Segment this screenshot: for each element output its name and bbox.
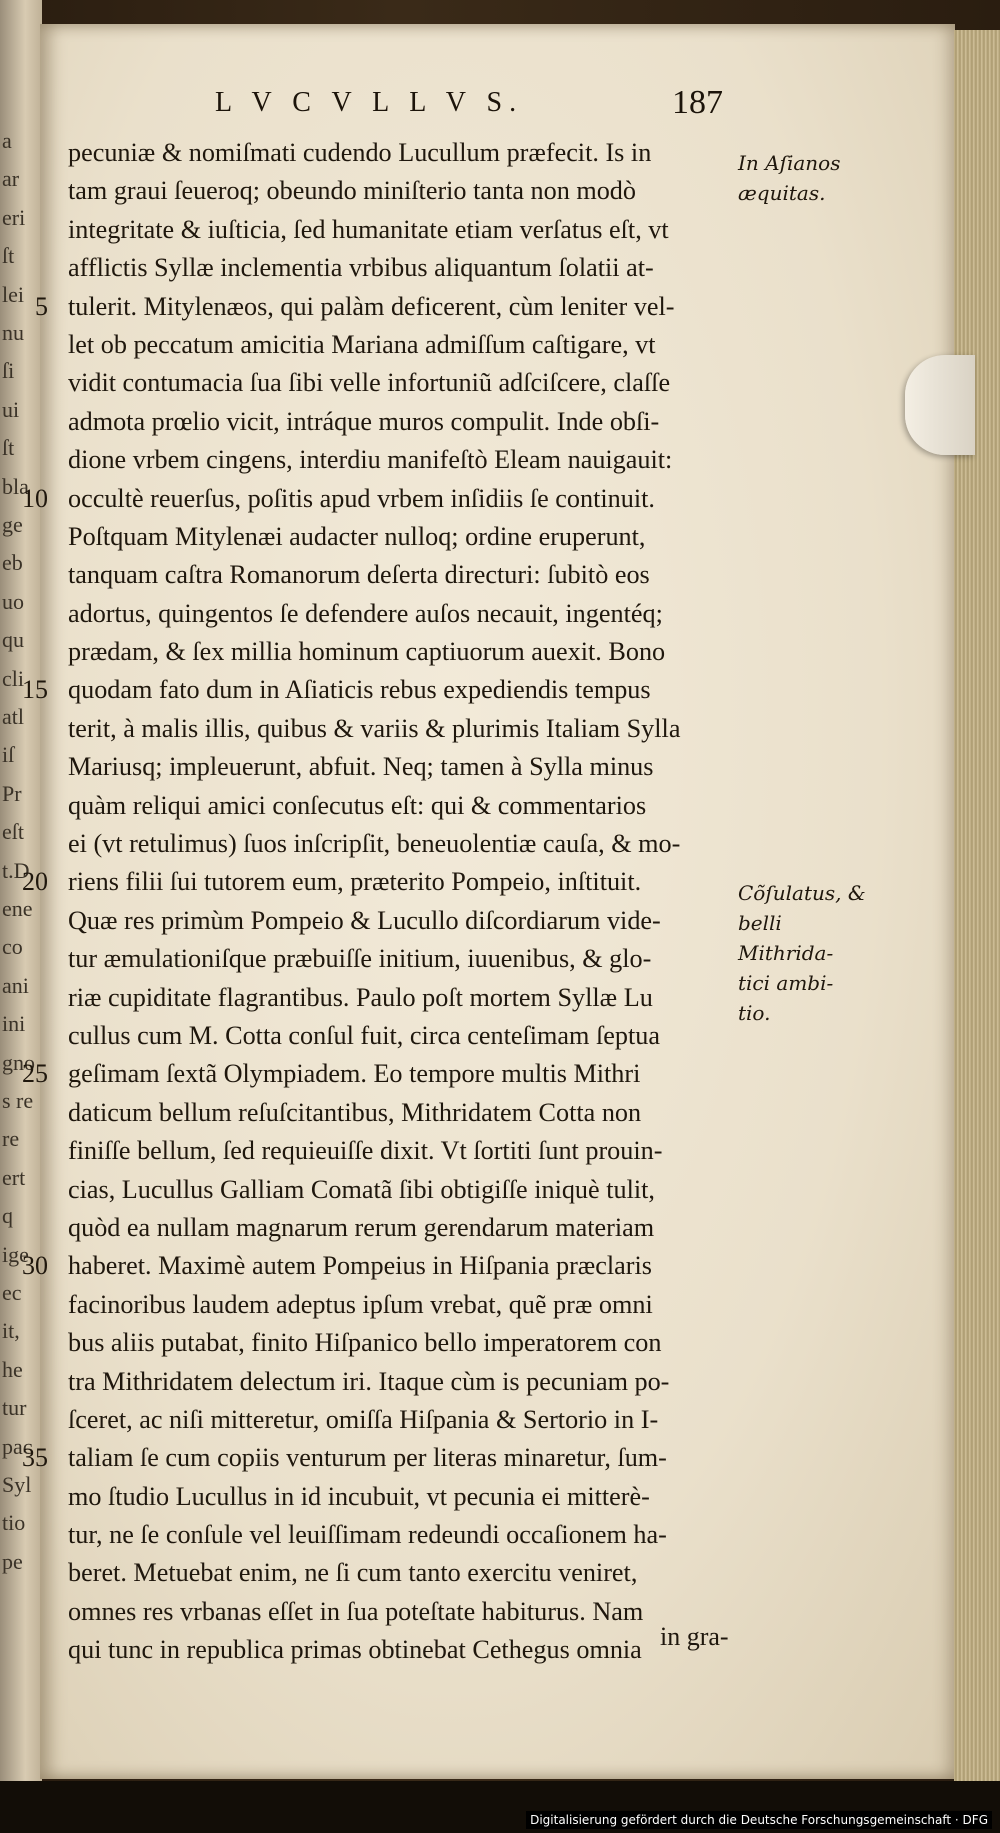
text-line (22, 863, 748, 901)
line-text: adortus, quingentos ſe defendere auſos necauit, ingentéq; (68, 598, 663, 628)
line-text: afflictis Syllæ inclementia vrbibus aliquantum ſolatii at- (68, 253, 654, 283)
line-text: omnes res vrbanas eſſet in ſua poteſtate habiturus. Nam (68, 1596, 644, 1626)
prev-page-fragment: ec (2, 1280, 22, 1305)
text-line (68, 1017, 748, 1055)
text-line (22, 1439, 748, 1477)
line-number: 10 (22, 483, 48, 513)
margin-note-equity: In Aſianos æquitas. (738, 151, 841, 205)
text-line (68, 556, 748, 594)
line-text: quàm reliqui amici conſecutus eſt: qui & commentarios (68, 790, 647, 820)
line-text: Poſtquam Mitylenæi audacter nulloq; ordine eruperunt, (68, 521, 646, 551)
page-stack-edge (954, 30, 1000, 1790)
text-line (68, 1324, 748, 1362)
line-number: 20 (22, 867, 48, 897)
prev-page-fragment: Pr (2, 780, 22, 806)
line-number: 15 (22, 675, 48, 705)
text-line (68, 364, 748, 402)
text-line (68, 1094, 748, 1132)
text-line (68, 1554, 748, 1592)
line-text: tur, ne ſe conſule vel leuiſſimam redeundi occaſionem ha- (68, 1520, 667, 1550)
prev-page-fragment: ge (2, 512, 23, 537)
prev-page-fragment: ſi (2, 358, 15, 384)
line-text: Mariusq; impleuerunt, abfuit. Neq; tamen à Sylla minus (68, 752, 654, 782)
dfg-credit: Digitalisierung gefördert durch die Deutsche Forschungsgemeinschaft · DFG (526, 1811, 992, 1829)
prev-page-fragment: s re (2, 1088, 34, 1113)
text-line (68, 403, 748, 441)
prev-page-fragment: ert (2, 1164, 26, 1190)
line-text: integritate & iuſticia, ſed humanitate etiam verſatus eſt, vt (68, 214, 669, 244)
text-line (68, 1478, 748, 1516)
line-text: tanquam caſtra Romanorum deſerta directuri: ſubitò eos (68, 560, 650, 590)
text-line (68, 940, 748, 978)
prev-page-fragment: t.D (2, 857, 30, 883)
line-text: facinoribus laudem adeptus ipſum vrebat, quẽ præ omni (68, 1289, 653, 1319)
text-line (68, 1363, 748, 1401)
line-text: let ob peccatum amicitia Mariana admiſſum caſtigare, vt (68, 329, 656, 359)
line-text: riens filii ſui tutorem eum, præterito Pompeio, inſtituit. (68, 867, 642, 897)
prev-page-fragment: Syl (2, 1472, 32, 1497)
text-line (68, 825, 748, 863)
text-line (68, 518, 748, 556)
text-line (22, 671, 748, 709)
line-text: tur æmulationiſque præbuiſſe initium, iuuenibus, & glo- (68, 944, 652, 974)
text-line (68, 1171, 748, 1209)
line-text: prædam, & ſex millia hominum captiuorum auexit. Bono (68, 637, 666, 667)
text-line (68, 787, 748, 825)
text-line (22, 1055, 748, 1093)
line-text: finiſſe bellum, ſed requieuiſſe dixit. Vt ſortiti ſunt prouin- (68, 1136, 663, 1166)
line-text: tam graui ſeueroq; obeundo miniſterio tanta non modò (68, 176, 636, 206)
line-number: 35 (22, 1443, 48, 1473)
text-line (68, 1631, 748, 1669)
line-text: terit, à malis illis, quibus & variis & plurimis Italiam Sylla (68, 713, 681, 743)
text-line (68, 441, 748, 479)
line-text: taliam ſe cum copiis venturum per literas minaretur, ſum- (68, 1443, 667, 1473)
line-text: admota prœlio vicit, intráque muros compulit. Inde obſi- (68, 406, 660, 436)
prev-page-fragment: uo (2, 588, 24, 614)
line-text: mo ſtudio Lucullus in id incubuit, vt pecunia ei mitterè- (68, 1481, 650, 1511)
line-number: 5 (35, 291, 48, 321)
line-text: riæ cupiditate flagrantibus. Paulo poſt mortem Syllæ Lu (68, 982, 653, 1012)
prev-page-fragment: re (2, 1126, 20, 1152)
prev-page-fragment: ige (2, 1241, 29, 1267)
text-line (68, 633, 748, 671)
prev-page-fragment: tio (2, 1510, 26, 1536)
text-line (68, 1132, 748, 1170)
text-line (68, 1286, 748, 1324)
line-text: ei (vt retulimus) ſuos inſcripſit, beneuolentiæ cauſa, & mo- (68, 829, 681, 859)
prev-page-fragment: ar (2, 166, 20, 192)
line-text: Quæ res primùm Pompeio & Lucullo diſcordiarum vide- (68, 905, 661, 935)
footer-bar (0, 1781, 1000, 1833)
text-line (68, 172, 748, 210)
text-line (22, 480, 748, 518)
page-number: 187 (672, 84, 723, 121)
prev-page-fragment: ſt (2, 435, 15, 461)
prev-page-fragment: q (2, 1203, 13, 1229)
prev-page-fragment: ui (2, 396, 20, 422)
margin-note-consulate: Cõſulatus, & belli Mithrida- tici ambi- tio. (738, 881, 866, 1025)
text-line (68, 595, 748, 633)
prev-page-fragment: ſt (2, 243, 15, 269)
prev-page-fragment: pe (2, 1548, 23, 1574)
text-line (68, 748, 748, 786)
line-number: 30 (22, 1251, 48, 1281)
text-line (22, 1247, 748, 1285)
line-text: cullus cum M. Cotta conſul fuit, circa centeſimam ſeptua (68, 1020, 660, 1050)
line-text: beret. Metuebat enim, ne ſi cum tanto exercitu veniret, (68, 1558, 638, 1588)
prev-page-fragment: qu (2, 627, 24, 653)
prev-page-fragment: eri (2, 204, 26, 230)
prev-page-fragment: it, (2, 1318, 20, 1344)
line-text: vidit contumacia ſua ſibi velle infortuniũ adſciſcere, claſſe (68, 368, 671, 398)
line-text: cias, Lucullus Galliam Comatã ſibi obtigiſſe iniquè tulit, (68, 1174, 655, 1204)
text-line (68, 979, 748, 1017)
prev-page-fragment: gno (2, 1049, 35, 1075)
prev-page-fragment: iſ (2, 742, 15, 768)
line-text: geſimam ſextã Olympiadem. Eo tempore multis Mithri (68, 1059, 641, 1089)
prev-page-fragment: ini (2, 1011, 26, 1037)
line-text: quodam fato dum in Aſiaticis rebus expediendis tempus (68, 675, 651, 705)
text-line (68, 326, 748, 364)
line-number: 25 (22, 1059, 48, 1089)
text-line (68, 1516, 748, 1554)
line-text: daticum bellum reſuſcitantibus, Mithridatem Cotta non (68, 1097, 642, 1127)
prev-page-fragment: pac (2, 1433, 33, 1459)
line-text: quòd ea nullam magnarum rerum gerendarum materiam (68, 1212, 655, 1242)
prev-page-fragment: eb (2, 550, 23, 576)
bookmark-tab (905, 355, 975, 455)
text-line (68, 1593, 748, 1631)
text-line (68, 211, 748, 249)
text-line (35, 288, 748, 326)
prev-page-fragment: cli (2, 665, 24, 691)
text-line (68, 249, 748, 287)
prev-page-fragment: nu (2, 320, 24, 345)
text-line (68, 902, 748, 940)
line-text: ſceret, ac niſi mitteretur, omiſſa Hiſpania & Sertorio in I- (68, 1404, 659, 1434)
prev-page-fragment: atl (2, 704, 24, 729)
line-text: qui tunc in republica primas obtinebat Cethegus omnia (68, 1635, 642, 1665)
prev-page-fragment: ani (2, 972, 29, 998)
running-head: L V C V L L V S. (215, 87, 524, 118)
line-text: occultè reuerſus, poſitis apud vrbem inſidiis ſe continuit. (68, 483, 655, 513)
line-text: tulerit. Mitylenæos, qui palàm deficerent, cùm leniter vel- (68, 291, 675, 321)
prev-page-fragment: co (2, 934, 23, 960)
prev-page-fragment: ene (2, 896, 33, 921)
prev-page-fragment: he (2, 1356, 23, 1382)
catchword: in gra- (660, 1622, 729, 1651)
text-line (68, 134, 748, 172)
text-line (68, 1209, 748, 1247)
prev-page-fragment: lei (2, 281, 24, 307)
line-text: bus aliis putabat, finito Hiſpanico bello imperatorem con (68, 1328, 662, 1358)
text-line (68, 710, 748, 748)
line-text: tra Mithridatem delectum iri. Itaque cùm is pecuniam po- (68, 1366, 670, 1396)
line-text: dione vrbem cingens, interdiu manifeſtò Eleam nauigauit: (68, 445, 673, 475)
prev-page-fragment: a (2, 128, 12, 153)
text-line (68, 1401, 748, 1439)
prev-page-fragment: bla (2, 473, 29, 499)
main-text (22, 134, 748, 1670)
prev-page-fragment: eſt (2, 819, 24, 845)
line-text: pecuniæ & nomiſmati cudendo Lucullum præfecit. Is in (68, 138, 652, 167)
line-text: haberet. Maximè autem Pompeius in Hiſpania præclaris (68, 1251, 652, 1281)
prev-page-fragment: tur (2, 1395, 27, 1421)
